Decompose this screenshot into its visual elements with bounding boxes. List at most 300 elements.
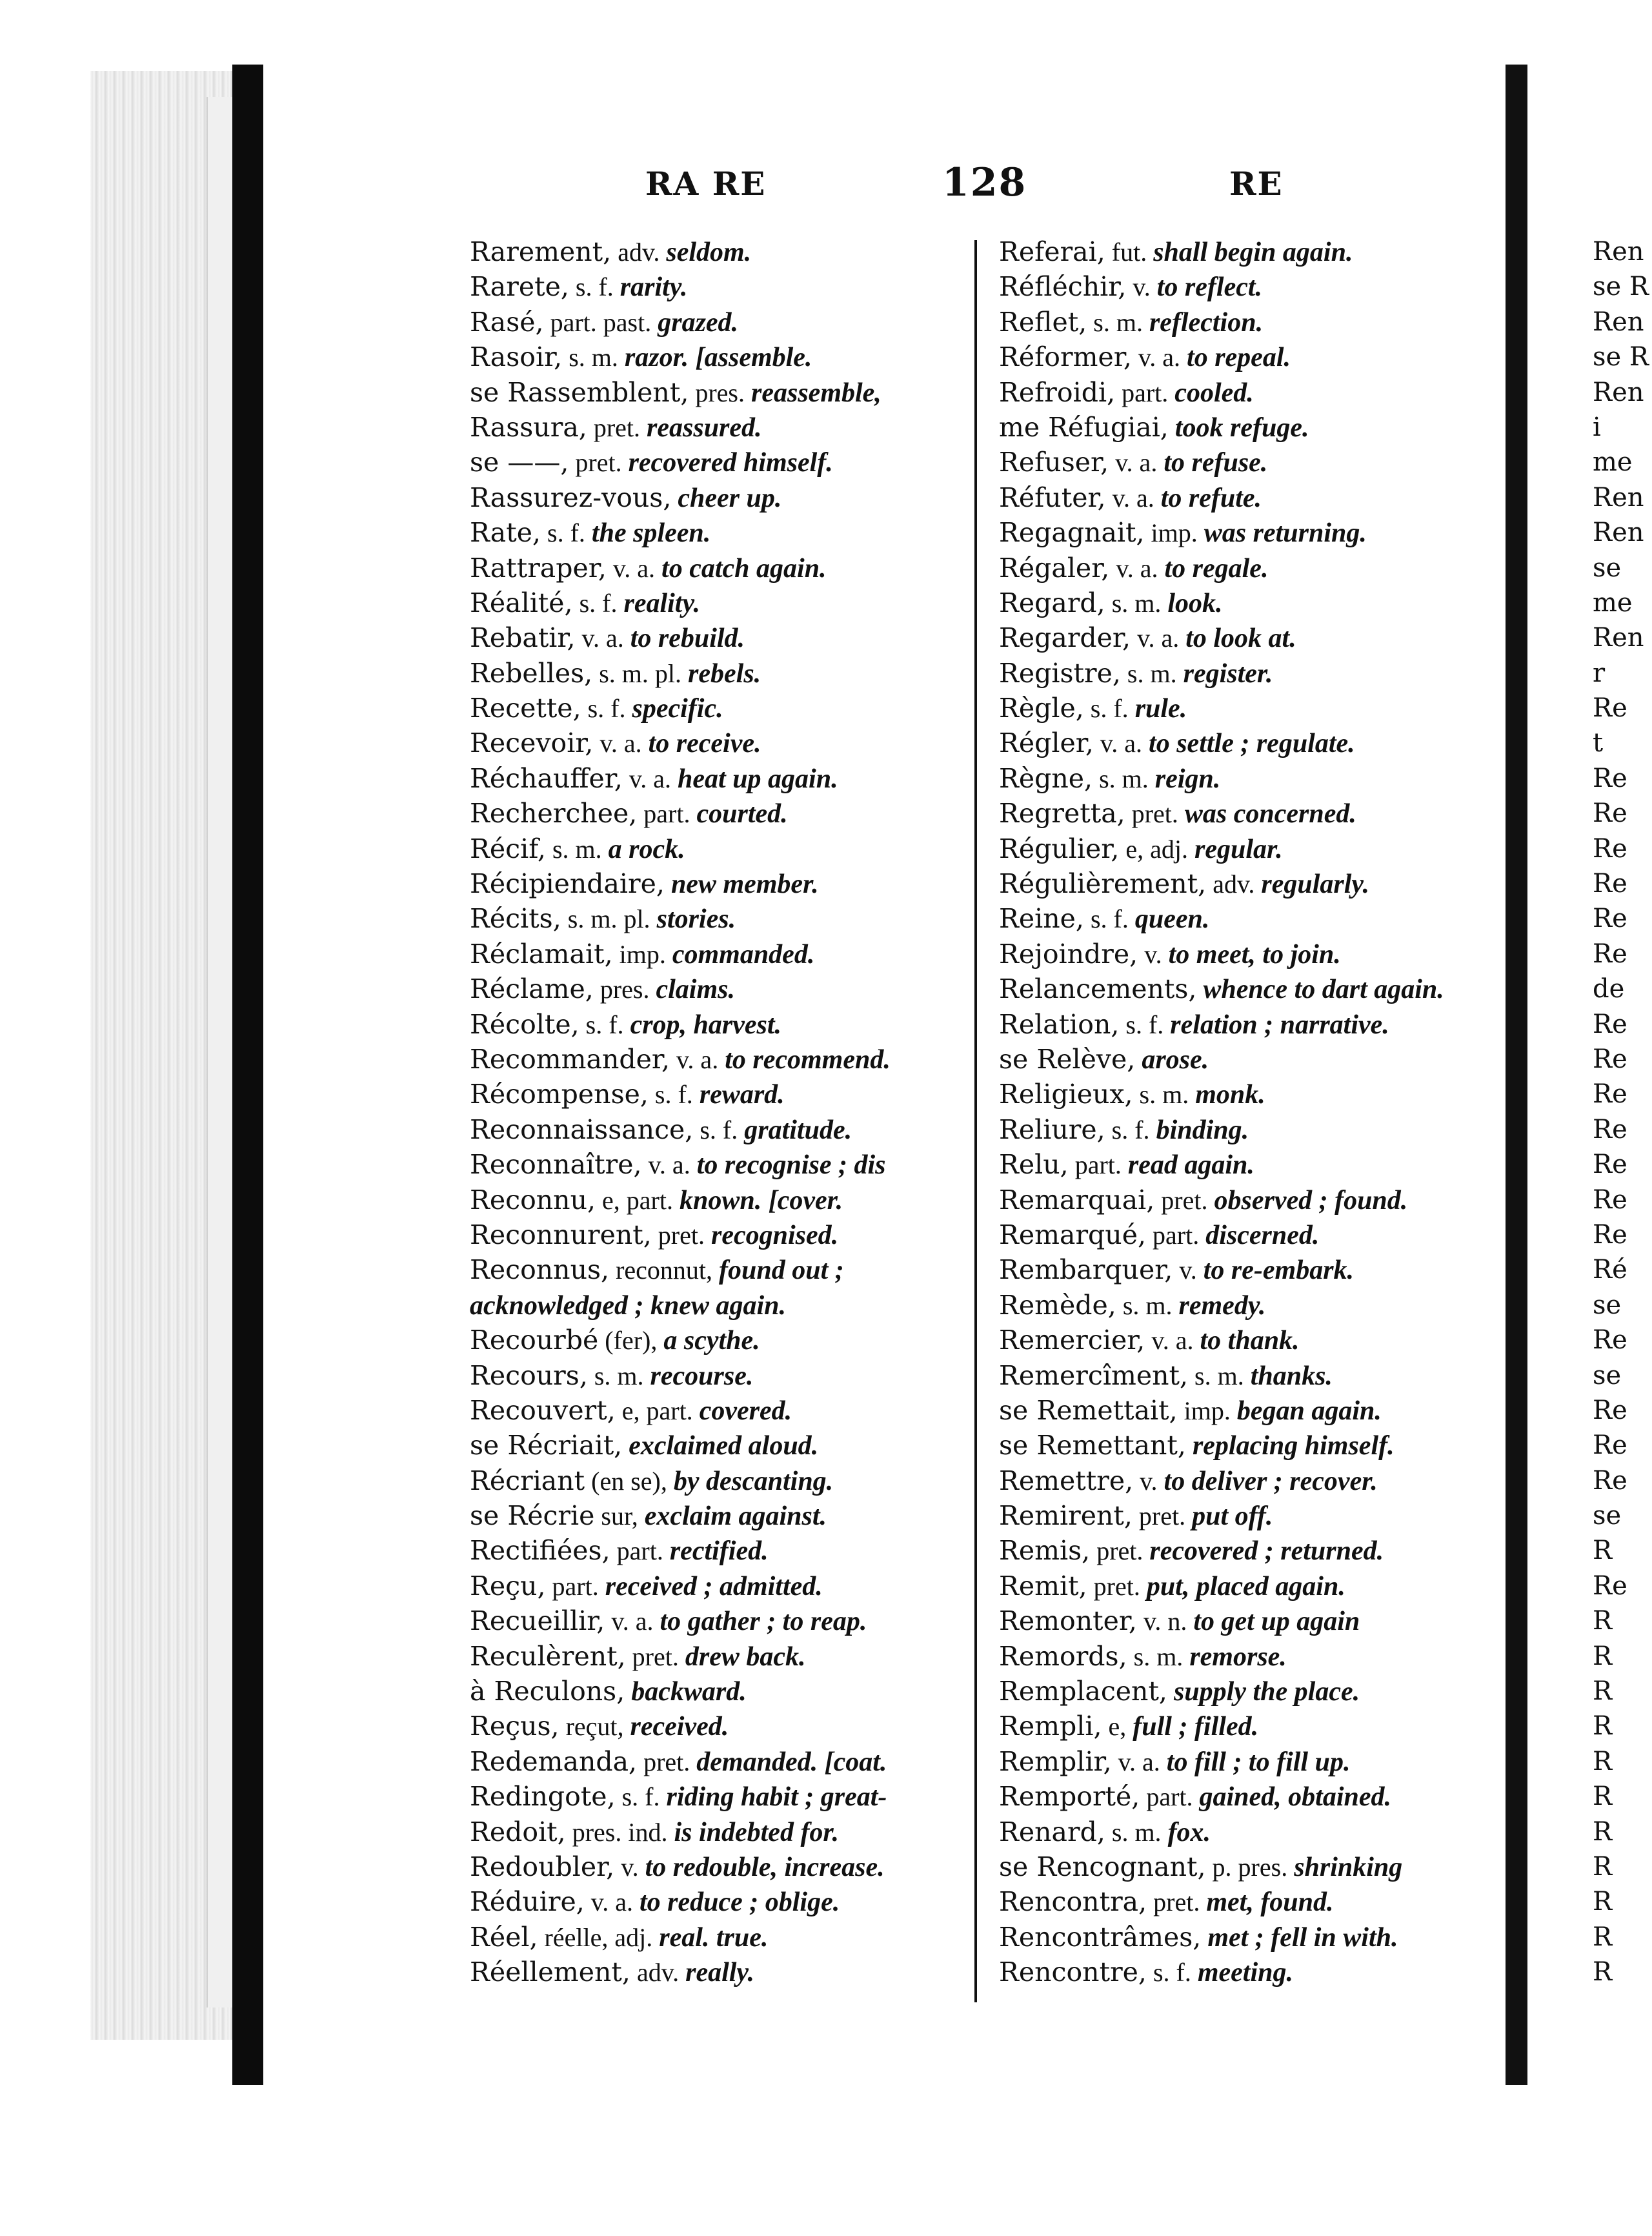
translation: to reflect. [1156,272,1263,303]
headword: Rencontre, [999,1956,1147,1988]
dictionary-entry [470,1358,967,1393]
translation: to gather ; to reap. [660,1607,867,1637]
grammar-note: v. a. [593,729,649,758]
headword: Réclame, [470,973,594,1005]
grammar-note: s. m. [1188,1361,1251,1390]
grammar-note: e, adj. [1119,834,1195,864]
dictionary-entry [999,1463,1509,1498]
grammar-note: s. m. [1127,1641,1190,1671]
dictionary-entry [999,340,1509,374]
translation: heat up again. [678,764,838,794]
grammar-note: v. a. [1145,1326,1200,1356]
fragment-line: se R [1593,272,1649,302]
fragment-line: se [1593,1501,1622,1531]
grammar-note: s. f. [572,588,624,618]
headword: Remirent, [999,1500,1133,1532]
headword: Rebelles, [470,657,593,689]
grammar-note [1196,975,1203,1004]
headword: Régulièrement, [999,868,1207,900]
fragment-line: R [1593,1746,1613,1776]
dictionary-entry [999,375,1509,410]
headword: Remporté, [999,1781,1140,1813]
fragment-line: R [1593,1851,1613,1882]
translation: to recognise ; dis [696,1150,886,1181]
grammar-note: adv. [1206,869,1262,899]
translation: riding habit ; great- [666,1782,887,1813]
translation: reassemble, [751,378,881,408]
dictionary-entry [470,1112,967,1147]
dictionary-entry [470,1217,967,1252]
translation: courted. [696,799,788,829]
grammar-note: v. a. [1109,553,1165,583]
translation: reality. [623,588,701,618]
headword: Remis, [999,1535,1091,1567]
translation: met, found. [1206,1887,1334,1918]
grammar-note [1186,1431,1193,1460]
headword: Remettre, [999,1465,1134,1496]
fragment-line: Re [1593,904,1627,934]
dictionary-entry [999,1183,1509,1217]
dictionary-entry [470,656,967,691]
translation: was concerned. [1184,799,1356,829]
fragment-line: Re [1593,1114,1627,1144]
translation: to regale. [1164,553,1269,584]
translation: to refuse. [1163,448,1268,478]
dictionary-entry [999,620,1509,655]
dictionary-entry [470,1569,967,1603]
grammar-note: v. a. [1131,624,1186,653]
dictionary-entry [470,901,967,936]
dictionary-entry [999,937,1509,971]
dictionary-entry [470,761,967,796]
fragment-line: Ré [1593,1255,1627,1285]
translation: grazed. [658,307,739,338]
grammar-note: imp. [1177,1396,1237,1425]
grammar-note: part. [1115,378,1175,407]
headword: Relation, [999,1008,1120,1040]
grammar-note [625,1677,631,1706]
fragment-line: Re [1593,1009,1627,1039]
grammar-note: v. a. [641,1150,697,1180]
dictionary-entry [999,1498,1509,1533]
headword: Remercîment, [999,1359,1189,1391]
translation: to receive. [648,729,761,759]
grammar-note [665,869,671,899]
fragment-line: Re [1593,1430,1627,1461]
grammar-note: pres. [593,975,656,1004]
headword: Remarquai, [999,1184,1155,1215]
fragment-line: Re [1593,939,1627,969]
translation: acknowledged ; knew again. [470,1290,786,1321]
translation: gained, obtained. [1199,1782,1392,1813]
headword: à Reculons, [470,1676,625,1707]
column-rule [974,240,977,2002]
binding-shadow-left [232,65,263,2085]
dictionary-entry [999,1147,1509,1182]
dictionary-entry [999,1077,1509,1112]
headword: Récits, [470,903,561,935]
dictionary-entry [999,1744,1509,1779]
grammar-note [1169,413,1175,442]
fragment-line: se [1593,553,1622,583]
headword: Reine, [999,903,1084,935]
headword: Réellement, [470,1956,630,1988]
dictionary-entry [999,1007,1509,1042]
translation: rectified. [669,1536,769,1567]
fragment-line: me [1593,587,1633,618]
grammar-note: s. m. [1087,307,1149,337]
fragment-line: Re [1593,1325,1627,1356]
fragment-line: Re [1593,693,1627,724]
dictionary-entry [470,1884,967,1919]
translation: to get up again [1193,1607,1360,1637]
translation: to re-embark. [1203,1255,1355,1286]
fragment-line: Re [1593,869,1627,899]
translation: exclaim against. [644,1501,827,1532]
headword: Redoubler, [470,1851,615,1882]
dictionary-entry [999,1428,1509,1463]
headword: Remit, [999,1570,1087,1601]
translation: to reduce ; oblige. [639,1887,840,1918]
next-page-fragments [1593,234,1649,1990]
fragment-line: r [1593,658,1606,688]
headword: Régler, [999,727,1094,759]
grammar-note: fut. [1105,238,1154,267]
headword: me Réfugiai, [999,411,1169,443]
translation: really. [685,1958,755,1988]
headword: Remarqué, [999,1219,1147,1250]
headword: Recherchee, [470,798,638,829]
fragment-line: Ren [1593,307,1644,337]
translation: put, placed again. [1146,1571,1345,1601]
headword: Remède, [999,1289,1116,1321]
headword: se Relève, [999,1043,1136,1075]
headword: Récif, [470,833,546,864]
grammar-note: (fer), [598,1326,664,1356]
grammar-note: pret. [625,1641,685,1671]
translation: known. [cover. [679,1185,843,1215]
grammar-note: s. f. [541,518,592,548]
translation: covered. [699,1396,792,1426]
translation: rarity. [620,272,688,303]
fragment-line: Ren [1593,377,1644,407]
grammar-note: part. [545,1571,605,1601]
translation: exclaimed aloud. [629,1431,819,1461]
grammar-note: adv. [630,1958,686,1987]
grammar-note: s. f. [1146,1958,1198,1987]
grammar-note: v. a. [1111,1747,1167,1776]
grammar-note: s. m. [1093,764,1155,793]
grammar-note: v. a. [1131,343,1187,372]
grammar-note: pres. ind. [565,1817,674,1847]
translation: register. [1183,658,1273,689]
grammar-note: v. a. [1105,483,1161,513]
dictionary-entry [470,1042,967,1077]
headword: Réfuter, [999,482,1106,513]
translation: to meet, to join. [1168,939,1341,970]
translation: to thank. [1200,1326,1300,1356]
headword: Réformer, [999,341,1132,373]
fragment-line: Re [1593,1150,1627,1180]
dictionary-entry [470,620,967,655]
headword: Reliure, [999,1113,1105,1145]
fragment-line: Re [1593,1570,1627,1601]
translation: put off. [1192,1501,1273,1532]
grammar-note: s. f. [1119,1010,1171,1039]
dictionary-entry [999,796,1509,831]
headword: Récriant [470,1465,585,1496]
dictionary-entry [999,445,1509,480]
translation: whence to dart again. [1203,975,1444,1005]
grammar-note: v. [1126,272,1157,302]
dictionary-entry [999,971,1509,1006]
dictionary-entry [470,971,967,1006]
grammar-note: part. [1146,1220,1206,1250]
headword: Récompense, [470,1079,649,1110]
translation: began again. [1236,1396,1382,1426]
translation: new member. [670,869,819,900]
headword: Reçus, [470,1711,559,1742]
dictionary-entry [470,1428,967,1463]
fragment-line: Re [1593,763,1627,793]
fragment-line: Re [1593,798,1627,829]
translation: received ; admitted. [605,1571,823,1601]
headword: Règne, [999,762,1093,794]
dictionary-entry [999,1112,1509,1147]
dictionary-entry [470,831,967,866]
dictionary-entry [470,1709,967,1743]
translation: shrinking [1294,1852,1403,1882]
fragment-line: Re [1593,1044,1627,1074]
translation: binding. [1156,1115,1249,1145]
dictionary-entry [470,1498,967,1533]
grammar-note: pret. [1090,1536,1150,1566]
grammar-note: v. [1133,1466,1164,1496]
grammar-note: s. m. [1105,1817,1168,1847]
translation: rule. [1134,694,1187,724]
grammar-note: e, [1102,1712,1133,1742]
grammar-note: pret. [1154,1185,1214,1215]
dictionary-entry [999,1603,1509,1638]
fragment-line: me [1593,447,1633,478]
translation: full ; filled. [1133,1712,1259,1742]
headword: Reconnus, [470,1254,610,1286]
translation: reward. [699,1080,785,1110]
translation: look. [1167,588,1223,618]
headword: se ——, [470,447,569,478]
grammar-note: reconnut, [609,1255,720,1285]
translation: relation ; narrative. [1170,1010,1389,1040]
dictionary-entry [999,1358,1509,1393]
translation: recourse. [650,1361,754,1391]
dictionary-entry [999,1814,1509,1849]
grammar-note: imp. [1144,518,1204,548]
headword: Rencontra, [999,1886,1147,1918]
translation: arose. [1142,1044,1209,1075]
grammar-note: s. m. [545,834,609,864]
headword: se Récrie [470,1500,595,1532]
grammar-note: part. [1140,1782,1200,1812]
translation: reflection. [1149,307,1264,338]
grammar-note: part. [610,1536,670,1566]
fragment-line: Re [1593,1184,1627,1215]
headword: Recevoir, [470,727,594,759]
fragment-line: Re [1593,1395,1627,1425]
headword: Réduire, [470,1886,585,1918]
headword: Reconnaître, [470,1149,642,1181]
fragment-line: R [1593,1641,1613,1671]
dictionary-entry [999,1779,1509,1814]
headword: Récipiendaire, [470,868,665,900]
fragment-line: Re [1593,1465,1627,1496]
headword: Reconnu, [470,1184,596,1215]
headword: Recette, [470,693,581,724]
fragment-line: se [1593,1360,1622,1390]
fragment-line: Ren [1593,482,1644,513]
headword: Rembarquer, [999,1254,1173,1286]
headword: Rectifiées, [470,1535,610,1567]
grammar-note: e, part. [615,1396,700,1425]
grammar-note: s. m. pl. [561,904,657,934]
headword: Redoit, [470,1816,566,1847]
headword: Régaler, [999,552,1110,584]
headword: Règle, [999,693,1084,724]
translation: cooled. [1174,378,1254,408]
headword: Regretta, [999,798,1125,829]
running-head-left: RA RE [645,165,767,203]
translation: commanded. [672,939,815,970]
dictionary-entry [470,585,967,620]
headword: Regarder, [999,622,1131,654]
headword: Recueillir, [470,1605,605,1637]
headword: se Remettant, [999,1430,1186,1461]
grammar-note: v. a. [605,1607,660,1636]
dictionary-entry [999,585,1509,620]
grammar-note: s. m. [587,1361,650,1390]
translation: to catch again. [661,553,827,584]
headword: Referai, [999,236,1105,267]
headword: Regard, [999,587,1105,618]
translation: the spleen. [591,518,711,549]
grammar-note: s. f. [693,1115,745,1144]
grammar-note: s. f. [581,694,632,724]
fragment-line: Re [1593,833,1627,864]
headword: Rarement, [470,236,612,267]
dictionary-entry [470,340,967,374]
grammar-note: pret. [1147,1887,1207,1917]
grammar-note: sur, [594,1501,645,1531]
fragment-line: R [1593,1957,1613,1987]
headword: Remplacent, [999,1676,1167,1707]
headword: Rencontrâmes, [999,1921,1202,1953]
grammar-note: part. [637,799,697,829]
dictionary-entry [999,1288,1509,1323]
dictionary-entry [470,1323,967,1357]
dictionary-entry [999,1849,1509,1884]
dictionary-entry [999,515,1509,550]
headword: Relu, [999,1149,1069,1181]
translation: is indebted for. [674,1817,839,1847]
grammar-note: s. m. [1133,1080,1196,1110]
grammar-note: (en se), [585,1466,674,1496]
dictionary-entry [470,1779,967,1814]
grammar-note: e, part. [596,1185,680,1215]
fragment-line: Ren [1593,518,1644,548]
translation: a rock. [608,834,685,864]
translation: thanks. [1250,1361,1333,1391]
translation: met ; fell in with. [1207,1922,1398,1953]
grammar-note: adv. [611,238,667,267]
translation: to rebuild. [630,624,745,654]
dictionary-entry [470,269,967,304]
translation: remedy. [1178,1290,1266,1321]
headword: Recourbé [470,1325,599,1356]
grammar-note: réelle, adj. [538,1922,660,1952]
translation: seldom. [666,238,752,267]
translation: reassured. [647,412,762,443]
translation: rebels. [688,658,761,689]
grammar-note: pret. [569,448,629,478]
translation: regular. [1194,834,1283,864]
translation: cheer up. [678,483,782,513]
dictionary-entry [999,1252,1509,1287]
dictionary-entry [470,515,967,550]
headword: Réfléchir, [999,271,1127,303]
headword: Refuser, [999,447,1109,478]
dictionary-entry [470,1147,967,1182]
translation: claims. [656,975,735,1005]
dictionary-entry [470,1955,967,1989]
grammar-note [1135,1045,1142,1074]
fragment-line: R [1593,1782,1613,1812]
grammar-note [1201,1923,1207,1952]
translation: to repeal. [1187,343,1291,373]
grammar-note: pret. [637,1747,697,1776]
headword: Rasoir, [470,341,563,373]
headword: Reculèrent, [470,1640,626,1672]
headword: Recouvert, [470,1394,616,1426]
translation: replacing himself. [1192,1431,1395,1461]
headword: Remplir, [999,1745,1112,1777]
dictionary-entry [470,1674,967,1709]
fragment-line: R [1593,1536,1613,1566]
dictionary-entry [999,1920,1509,1955]
grammar-note: s. m. pl. [592,658,689,688]
translation: to recommend. [725,1044,891,1075]
translation: reign. [1154,764,1221,794]
headword: Remords, [999,1640,1127,1672]
page-number: 128 [942,160,1027,205]
dictionary-entry [470,410,967,445]
dictionary-entry [999,410,1509,445]
dictionary-entry [999,1674,1509,1709]
grammar-note: s. f. [1083,694,1135,724]
headword: Réclamait, [470,938,613,970]
headword: Rebatir, [470,622,576,654]
dictionary-entry [999,831,1509,866]
translation: to settle ; regulate. [1149,729,1355,759]
headword: Reflet, [999,306,1087,338]
fragment-line: R [1593,1676,1613,1707]
dictionary-entry [470,305,967,340]
fragment-line: R [1593,1711,1613,1742]
dictionary-entry [999,656,1509,691]
headword: Réchauffer, [470,762,623,794]
dictionary-entry [470,1603,967,1638]
translation: regularly. [1261,869,1369,900]
translation: observed ; found. [1214,1185,1408,1215]
dictionary-entry [999,866,1509,901]
